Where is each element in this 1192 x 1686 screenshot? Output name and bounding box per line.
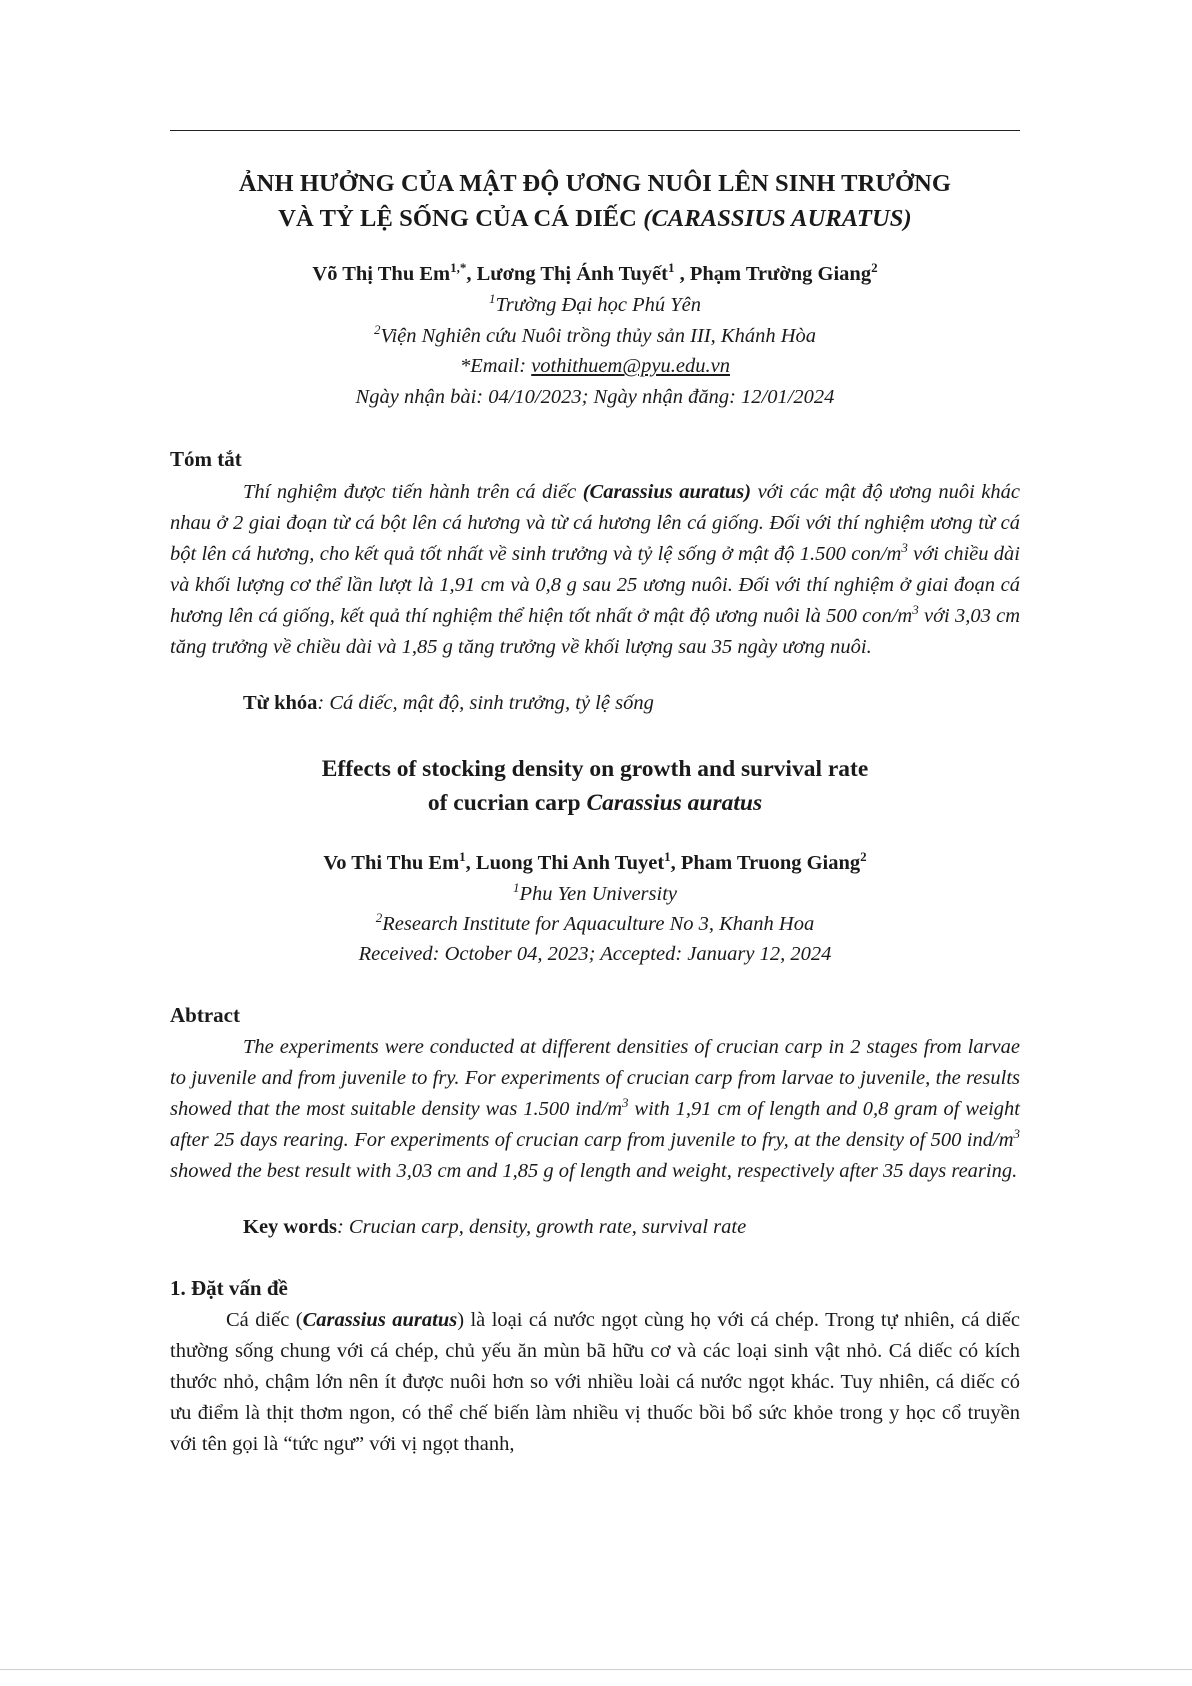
- abstract-vi-sup2: 3: [912, 602, 919, 618]
- keywords-vi-label: Từ khóa: [243, 692, 318, 714]
- abstract-en-p2: with 1,91 cm of length and 0,8 gram of weight after 25 days rearing. For experiments of crucian carp from juvenile to fry, at the density of 500 ind/m: [170, 1098, 1020, 1151]
- abstract-vi-p4: với 3,03 cm tăng trưởng về chiều dài và 1,85 g tăng trưởng về khối lượng sau 35 ngày ương nuôi.: [170, 605, 1021, 658]
- aff-1-en-text: Phu Yen University: [519, 883, 678, 905]
- header-rule: [170, 130, 1020, 131]
- authors-en: [170, 849, 1020, 875]
- author-2-sup: 1: [667, 260, 675, 276]
- author-2: , Lương Thị Ánh Tuyết: [466, 263, 668, 285]
- author-1: Võ Thị Thu Em: [312, 263, 451, 285]
- keywords-en-list: : Crucian carp, density, growth rate, survival rate: [336, 1216, 747, 1238]
- affiliation-2-vi: [170, 322, 1020, 348]
- keywords-en: [243, 1216, 746, 1239]
- aff-2-text: Viện Nghiên cứu Nuôi trồng thủy sản III, Khánh Hòa: [380, 325, 817, 347]
- author-1-en: Vo Thi Thu Em: [323, 852, 460, 874]
- abstract-heading-vi: Tóm tắt: [170, 447, 242, 471]
- dates-en: Received: October 04, 2023; Accepted: January 12, 2024: [358, 943, 832, 965]
- section-1-heading: 1. Đặt vấn đề: [170, 1276, 288, 1300]
- aff-2-sup: 2: [373, 322, 381, 338]
- aff-2-en-sup: 2: [375, 910, 383, 926]
- author-3-en: , Pham Truong Giang: [670, 852, 861, 874]
- section-1-p-b: ) là loại cá nước ngọt cùng họ với cá chép. Trong tự nhiên, cá diếc thường sống chung với cá chép, chủ yếu ăn mùn bã hữu cơ và các loại sinh vật nhỏ. Cá diếc có kích thước nhỏ, chậm lớn nên ít được nuôi hơn so với nhiều loài cá nước ngọt khác. Tuy nhiên, cá diếc có ưu điểm là thịt thơm ngon, có thể chế biến làm nhiều vị thuốc bồi bổ sức khỏe trong y học cổ truyền với tên gọi là “tức ngư” với vị ngọt thanh,: [170, 1309, 1020, 1455]
- author-1-en-sup: 1: [459, 849, 466, 865]
- abstract-en: [170, 1032, 1020, 1187]
- email-line: [170, 355, 1020, 378]
- section-1-paragraph: [170, 1305, 1020, 1460]
- abstract-vi-p1: Thí nghiệm được tiến hành trên cá diếc: [243, 481, 583, 503]
- affiliation-1-en: [170, 880, 1020, 906]
- title-en-line2: [170, 786, 1020, 820]
- abstract-vi-p2: với các mật độ ương nuôi khác nhau ở 2 giai đoạn từ cá bột lên cá hương và từ cá hương lên cá giống. Đối với thí nghiệm ương từ cá bột lên cá hương, cho kết quả tốt nhất về sinh trưởng và tỷ lệ sống ở mật độ 1.500 con/m: [170, 481, 1020, 565]
- abstract-vi-p3: với chiều dài và khối lượng cơ thể lần lượt là 1,91 cm và 0,8 g sau 25 ương nuôi. Đối với thí nghiệm ở giai đoạn cá hương lên cá giống, kết quả thí nghiệm thể hiện tốt nhất ở mật độ ương nuôi là 500 con/m: [170, 543, 1020, 627]
- title-en-line2-text: of cucrian carp: [427, 790, 587, 816]
- email-link[interactable]: vothithuem@pyu.edu.vn: [531, 355, 730, 377]
- dates-vi: Ngày nhận bài: 04/10/2023; Ngày nhận đăng: 12/01/2024: [355, 386, 835, 408]
- abstract-vi-species: (Carassius auratus): [582, 481, 752, 503]
- title-en-line1: Effects of stocking density on growth and survival rate: [321, 756, 869, 782]
- keywords-en-label: Key words: [243, 1216, 337, 1238]
- paper-title-vi: [170, 166, 1020, 236]
- author-3: , Phạm Trường Giang: [674, 263, 872, 285]
- author-2-en-sup: 1: [664, 849, 671, 865]
- aff-1-sup: 1: [489, 291, 496, 307]
- section-1-species: Carassius auratus: [302, 1309, 458, 1331]
- paper-title-en: [170, 752, 1020, 820]
- author-3-en-sup: 2: [860, 849, 867, 865]
- aff-1-en-sup: 1: [512, 880, 520, 896]
- affiliation-1-vi: [170, 291, 1020, 317]
- aff-2-en-text: Research Institute for Aquaculture No 3, Khanh Hoa: [382, 913, 815, 935]
- title-vi-species: (CARASSIUS AURATUS): [643, 205, 912, 232]
- abstract-vi-sup1: 3: [901, 540, 908, 556]
- title-vi-line2-text: VÀ TỶ LỆ SỐNG CỦA CÁ DIẾC: [278, 205, 644, 232]
- abstract-vi: [170, 477, 1020, 663]
- email-label: *Email:: [460, 355, 532, 377]
- author-2-en: , Luong Thi Anh Tuyet: [465, 852, 665, 874]
- aff-1-text: Trường Đại học Phú Yên: [495, 294, 701, 316]
- section-1-p-a: Cá diếc (: [226, 1309, 303, 1331]
- abstract-heading-en: Abtract: [170, 1003, 240, 1027]
- abstract-en-p3: showed the best result with 3,03 cm and 1,85 g of length and weight, respectively after 35 days rearing.: [170, 1160, 1018, 1182]
- author-3-sup: 2: [871, 260, 878, 276]
- authors-vi: [170, 260, 1020, 286]
- title-vi-line2: [170, 201, 1020, 236]
- affiliation-2-en: [170, 910, 1020, 936]
- abstract-en-sup2: 3: [1013, 1126, 1020, 1142]
- keywords-vi-list: : Cá diếc, mật độ, sinh trưởng, tỷ lệ sống: [317, 692, 654, 714]
- keywords-vi: [243, 692, 654, 715]
- abstract-en-sup1: 3: [622, 1095, 629, 1111]
- title-en-species: Carassius auratus: [586, 790, 763, 816]
- page-bottom-edge: [0, 1669, 1192, 1686]
- author-1-sup: 1,*: [450, 260, 467, 276]
- title-vi-line1: ẢNH HƯỞNG CỦA MẬT ĐỘ ƯƠNG NUÔI LÊN SINH TRƯỞNG: [238, 170, 952, 197]
- abstract-en-p1: The experiments were conducted at different densities of crucian carp in 2 stages from larvae to juvenile and from juvenile to fry. For experiments of crucian carp from larvae to juvenile, the results showed that the most suitable density was 1.500 ind/m: [170, 1036, 1020, 1120]
